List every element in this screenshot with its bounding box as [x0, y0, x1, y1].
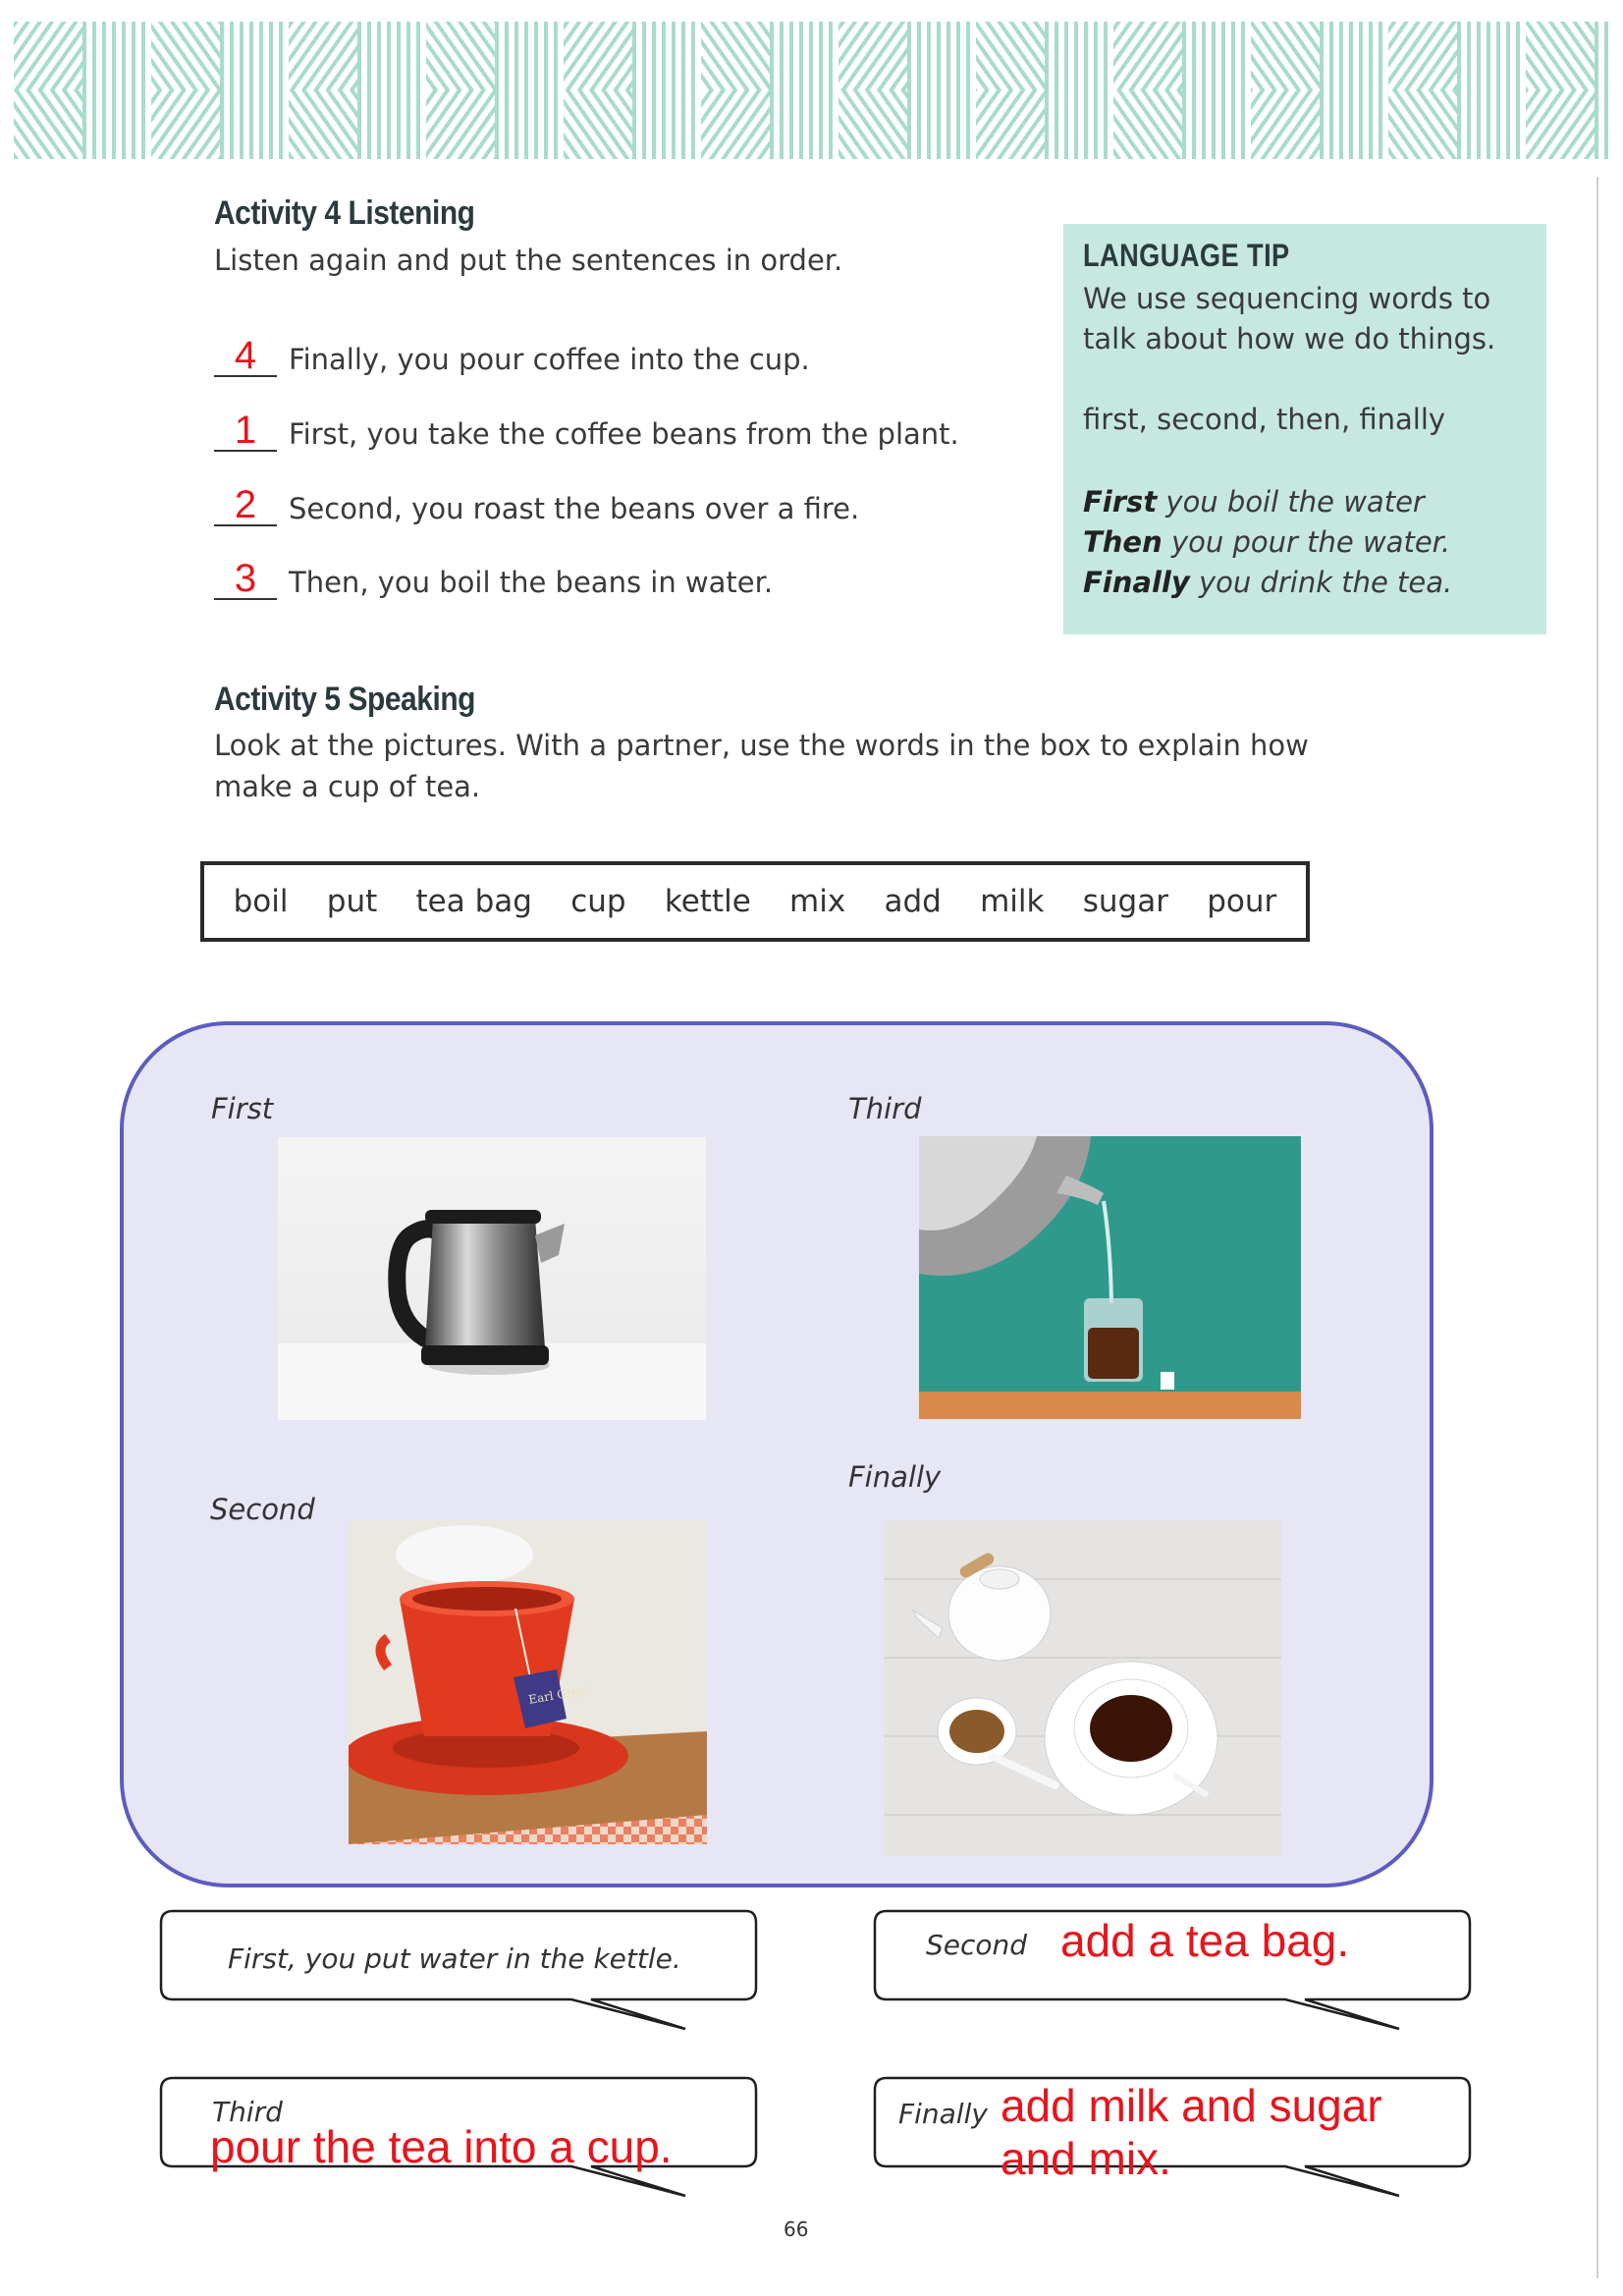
- banner-tile: [357, 22, 426, 90]
- banner-tile: [495, 22, 564, 90]
- tip-example-rest: you boil the water: [1157, 485, 1425, 519]
- banner-tile: [151, 22, 220, 90]
- banner-tile: [1182, 22, 1251, 90]
- sequence-text: Second, you roast the beans over a fire.: [289, 492, 860, 525]
- banner-tile: [1388, 90, 1457, 159]
- banner-tile: [1526, 90, 1595, 159]
- bubble-first: [159, 1909, 758, 2032]
- label-second: Second: [210, 1493, 315, 1526]
- activity4-heading: Activity 4 Listening: [214, 194, 475, 232]
- banner-tile: [632, 90, 701, 159]
- sequencing-words: first, second, then, finally: [1083, 403, 1446, 436]
- banner-tile: [151, 90, 220, 159]
- teapot-and-cup-icon: [884, 1520, 1281, 1856]
- tip-example-3: [1083, 566, 1452, 599]
- answer-blank[interactable]: 1: [214, 410, 277, 452]
- banner-tile: [839, 22, 907, 90]
- kettle-photo: [278, 1137, 706, 1420]
- label-first: First: [211, 1092, 274, 1125]
- answer-blank[interactable]: 2: [214, 485, 277, 526]
- banner-tile: [1251, 90, 1320, 159]
- tip-keyword: Finally: [1083, 566, 1190, 599]
- activity5-instruction-line1: Look at the pictures. With a partner, use the words in the box to explain how: [214, 729, 1309, 762]
- banner-tile: [1320, 22, 1388, 90]
- label-third: Third: [848, 1092, 922, 1125]
- banner-tile: [907, 22, 976, 90]
- page-number: 66: [784, 2217, 809, 2241]
- bubble-second-prefix: Second: [926, 1929, 1028, 1961]
- tip-example-2: [1083, 525, 1450, 559]
- banner-tile: [1251, 22, 1320, 90]
- tea-cup-icon: [349, 1520, 707, 1844]
- word-cup: cup: [570, 884, 626, 919]
- banner-tile: [1388, 22, 1457, 90]
- label-finally: Finally: [848, 1460, 942, 1494]
- bubble-third: [159, 2076, 758, 2199]
- bubble-first-text: First, you put water in the kettle.: [228, 1942, 681, 1975]
- banner-tile: [1595, 22, 1608, 90]
- banner-tile: [839, 90, 907, 159]
- banner-tile: [1045, 22, 1113, 90]
- activity4-instruction: Listen again and put the sentences in order.: [214, 244, 843, 277]
- word-tea-bag: tea bag: [415, 884, 532, 919]
- tip-example-rest: you pour the water.: [1162, 525, 1451, 559]
- sequence-text: First, you take the coffee beans from the plant.: [289, 417, 959, 451]
- word-box: [200, 861, 1310, 942]
- banner-tile: [564, 90, 632, 159]
- banner-tile: [1045, 90, 1113, 159]
- banner-tile: [1113, 22, 1182, 90]
- banner-tile: [82, 90, 151, 159]
- banner-tile: [1595, 90, 1608, 159]
- word-mix: mix: [789, 884, 846, 919]
- bubble-finally-answer-line2: and mix.: [1001, 2133, 1171, 2184]
- word-boil: boil: [233, 884, 289, 919]
- banner-tile: [495, 90, 564, 159]
- activity5-heading: Activity 5 Speaking: [214, 681, 476, 718]
- banner-tile: [14, 90, 82, 159]
- banner-tile: [770, 90, 839, 159]
- banner-tile: [976, 90, 1045, 159]
- bubble-finally-answer-line1: add milk and sugar: [1001, 2080, 1382, 2131]
- banner-tile: [289, 90, 357, 159]
- banner-tile: [220, 22, 289, 90]
- sequence-item-4: [214, 557, 773, 600]
- banner-tile: [14, 22, 82, 90]
- bubble-second: [873, 1909, 1472, 2032]
- banner-tile: [1457, 22, 1526, 90]
- tip-keyword: Then: [1083, 525, 1163, 559]
- banner-tile: [701, 90, 770, 159]
- kettle-pouring-icon: [919, 1136, 1301, 1419]
- banner-tile: [976, 22, 1045, 90]
- banner-tile: [82, 22, 151, 90]
- language-tip-title: LANGUAGE TIP: [1083, 238, 1290, 273]
- banner-tile: [907, 90, 976, 159]
- word-kettle: kettle: [664, 884, 751, 919]
- banner-tile: [1320, 90, 1388, 159]
- answer-blank[interactable]: 4: [214, 336, 277, 377]
- kettle-icon: [278, 1137, 706, 1420]
- bubble-third-prefix: Third: [212, 2096, 283, 2128]
- banner-tile: [701, 22, 770, 90]
- banner-tile: [426, 90, 495, 159]
- banner-tile: [1526, 22, 1595, 90]
- geometric-banner: [14, 22, 1608, 159]
- sequence-item-1: [214, 334, 810, 377]
- word-milk: milk: [980, 884, 1045, 919]
- bubble-finally-prefix: Finally: [898, 2098, 988, 2130]
- activity5-instruction-line2: make a cup of tea.: [214, 770, 481, 803]
- tip-example-1: [1083, 485, 1425, 519]
- tea-cup-photo: [349, 1520, 707, 1844]
- tip-example-rest: you drink the tea.: [1189, 566, 1453, 599]
- banner-tile: [1457, 90, 1526, 159]
- bubble-finally: [873, 2076, 1472, 2199]
- word-add: add: [884, 884, 942, 919]
- word-put: put: [326, 884, 378, 919]
- banner-tile: [1113, 90, 1182, 159]
- banner-tile: [1182, 90, 1251, 159]
- banner-tile: [632, 22, 701, 90]
- sequence-item-2: [214, 409, 959, 452]
- sequence-text: Then, you boil the beans in water.: [289, 566, 774, 599]
- banner-tile: [426, 22, 495, 90]
- sequence-text: Finally, you pour coffee into the cup.: [289, 343, 810, 376]
- tip-keyword: First: [1083, 485, 1158, 519]
- answer-blank[interactable]: 3: [214, 559, 277, 600]
- banner-tile: [770, 22, 839, 90]
- page-edge-rule: [1596, 177, 1598, 2278]
- word-pour: pour: [1207, 884, 1277, 919]
- teapot-photo: [884, 1520, 1281, 1856]
- bubble-third-answer: pour the tea into a cup.: [210, 2121, 673, 2172]
- sequence-item-3: [214, 483, 859, 526]
- banner-tile: [220, 90, 289, 159]
- bubble-second-answer: add a tea bag.: [1060, 1915, 1350, 1966]
- word-sugar: sugar: [1082, 884, 1168, 919]
- language-tip-body: We use sequencing words to talk about how we do things.: [1083, 282, 1496, 355]
- language-tip-box: [1063, 224, 1546, 634]
- teabag-tag-text: Earl Grey: [527, 1683, 587, 1707]
- banner-tile: [564, 22, 632, 90]
- banner-tile: [289, 22, 357, 90]
- banner-tile: [357, 90, 426, 159]
- pouring-photo: [919, 1136, 1301, 1419]
